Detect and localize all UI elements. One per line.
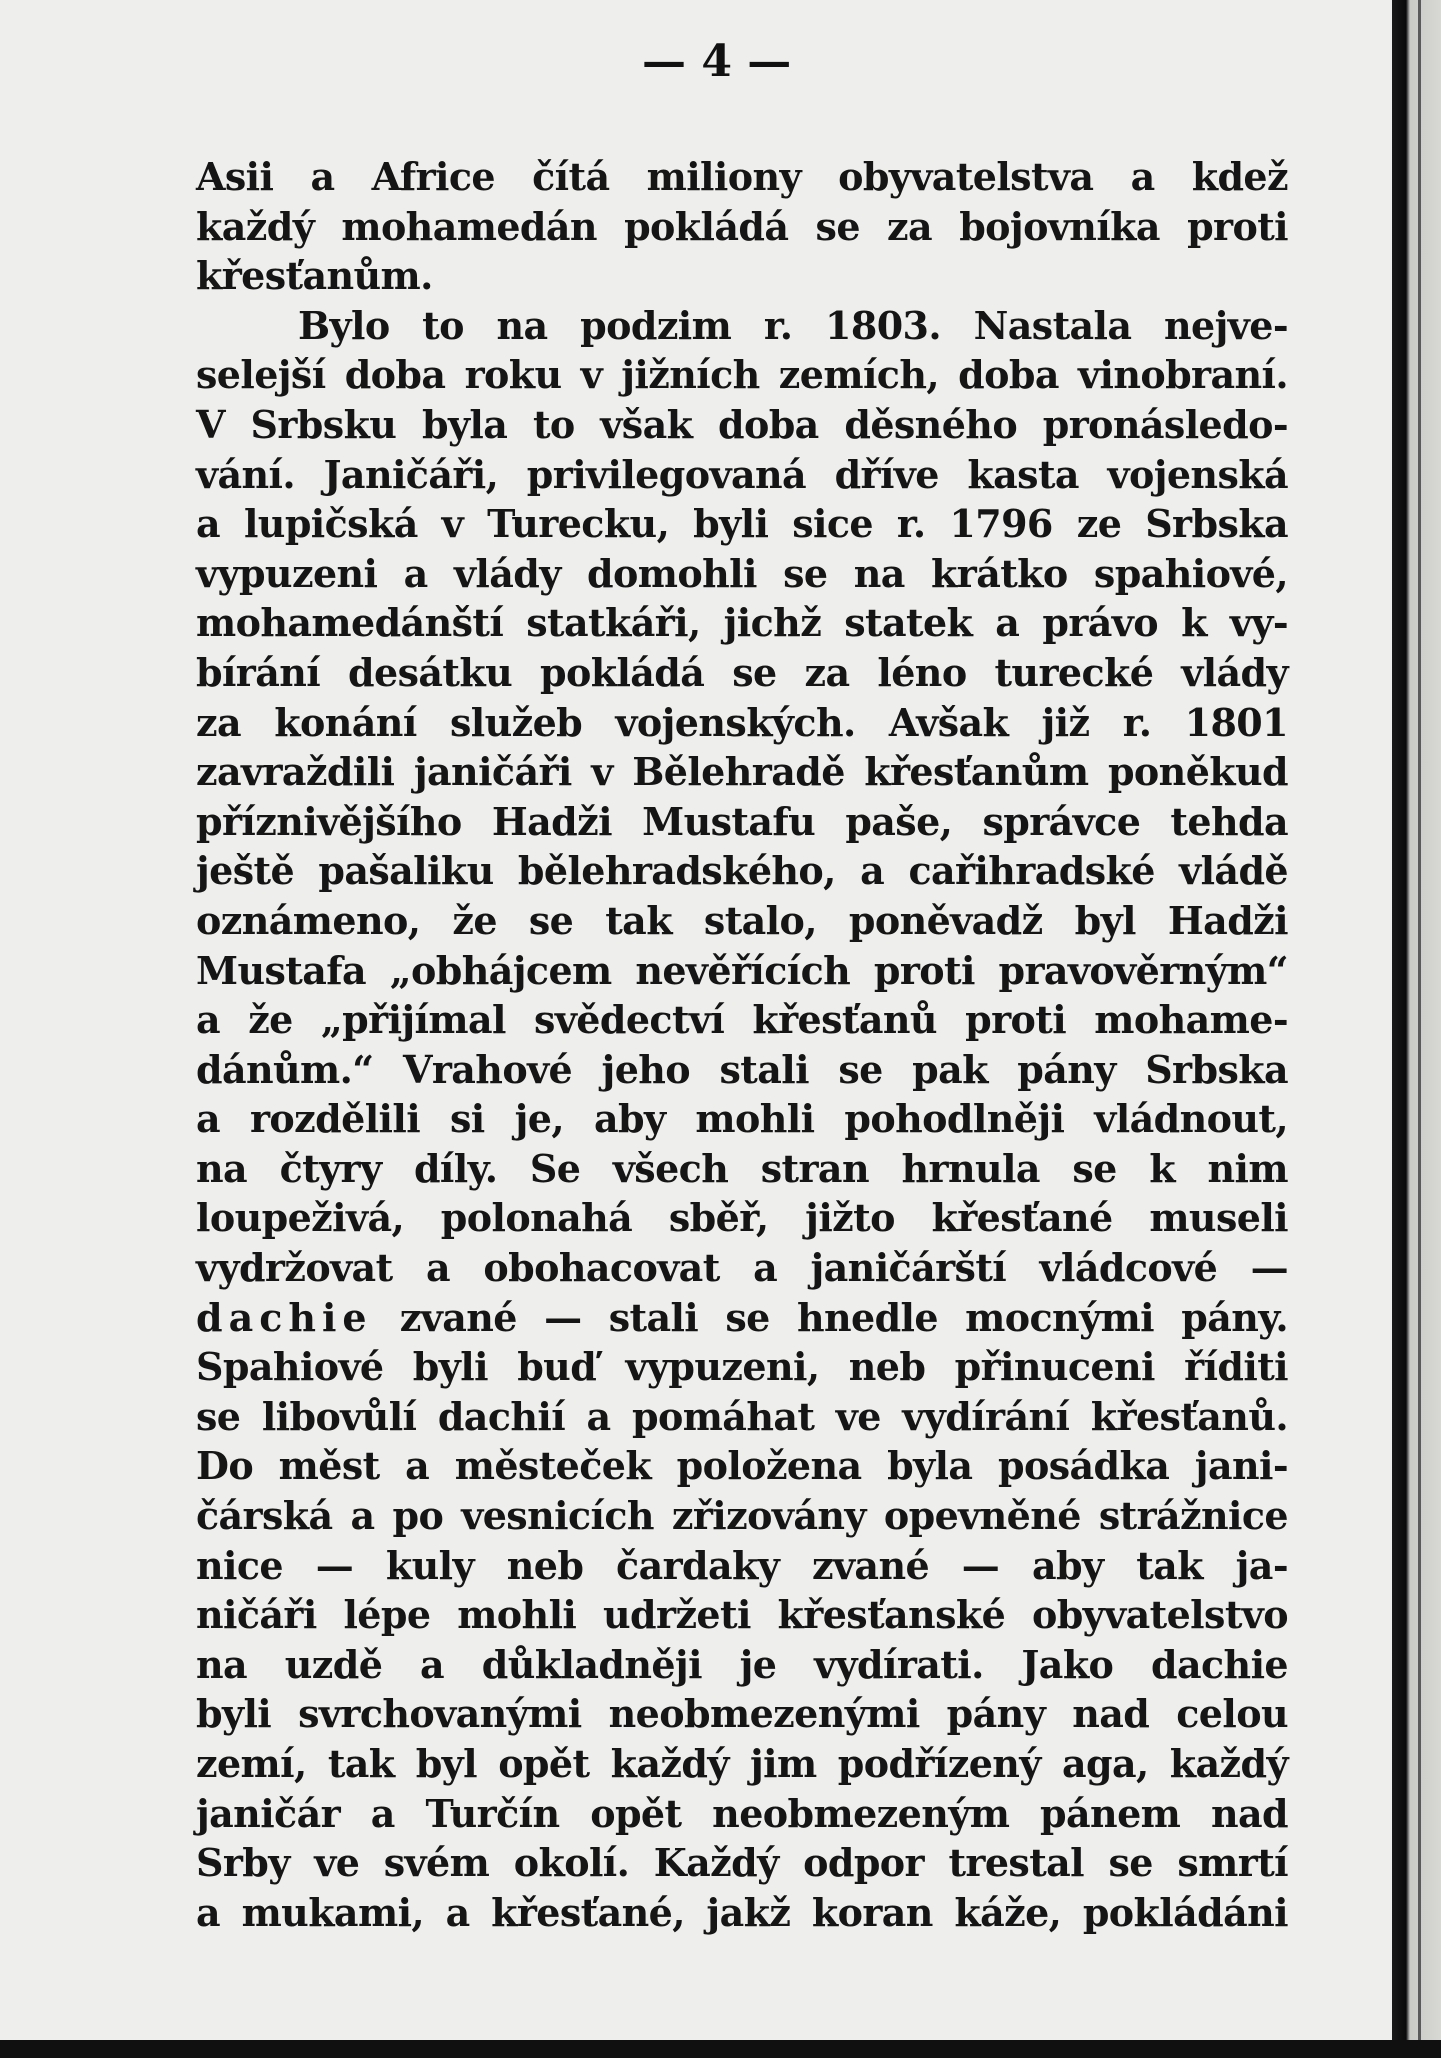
text-line: Spahiové byli buď vypuzeni, neb přinuceni říditi xyxy=(196,1344,1288,1390)
text-line: a že „přijímal svědectví křesťanů proti mohame- xyxy=(196,997,1288,1043)
text-line: Do měst a městeček položena byla posádka jani- xyxy=(196,1443,1288,1489)
text-line: se libovůlí dachií a pomáhat ve vydírání křesťanů. xyxy=(196,1393,1288,1439)
text-line: na uzdě a důkladněji je vydírati. Jako dachie xyxy=(196,1641,1288,1687)
text-line: a lupičská v Turecku, byli sice r. 1796 ze Srbska xyxy=(196,501,1288,547)
text-line: Srby ve svém okolí. Každý odpor trestal se smrtí xyxy=(196,1840,1288,1886)
text-line: bírání desátku pokládá se za léno turecké vlády xyxy=(196,649,1288,695)
text-line: vydržovat a obohacovat a janičárští vládcové — xyxy=(196,1245,1288,1291)
text-line: na čtyry díly. Se všech stran hrnula se k nim xyxy=(196,1145,1288,1191)
spaced-word: dachie xyxy=(196,1294,373,1340)
text-line: mohamedánští statkáři, jichž statek a právo k vy- xyxy=(196,600,1288,646)
text-line: a rozdělili si je, aby mohli pohodlněji vládnout, xyxy=(196,1096,1288,1142)
text-line: Asii a Africe čítá miliony obyvatelstva a kdež xyxy=(196,154,1288,199)
text-line: janičár a Turčín opět neobmezeným pánem nad xyxy=(196,1790,1288,1836)
text-line: křesťanům. xyxy=(196,253,433,299)
page-edge xyxy=(1392,0,1441,2058)
page-edge-shadow xyxy=(1418,0,1421,2058)
text-line: ničáři lépe mohli udržeti křesťanské obyvatelstvo xyxy=(196,1592,1288,1638)
text-line: selejší doba roku v jižních zemích, doba vinobraní. xyxy=(196,352,1288,398)
text-line: nice — kuly neb čardaky zvané — aby tak ja- xyxy=(196,1542,1288,1588)
text-line: čárská a po vesnicích zřizovány opevněné strážnice xyxy=(196,1493,1288,1539)
text-line: dánům.“ Vrahové jeho stali se pak pány Srbska xyxy=(196,1046,1288,1092)
body-text xyxy=(196,152,1288,1937)
text-line: zemí, tak byl opět každý jim podřízený aga, každý xyxy=(196,1741,1288,1786)
text-line-rest: zvané — stali se hnedle mocnými pány. xyxy=(399,1294,1288,1340)
text-line: Mustafa „obhájcem nevěřících proti pravověrným“ xyxy=(196,947,1288,993)
text-line: loupeživá, polonahá sběř, jižto křesťané museli xyxy=(196,1195,1288,1241)
text-line: příznivějšího Hadži Mustafu paše, správce tehda xyxy=(196,798,1288,844)
text-line: V Srbsku byla to však doba děsného pronásledo- xyxy=(196,401,1288,447)
text-line: vypuzeni a vlády domohli se na krátko spahiové, xyxy=(196,550,1288,596)
text-line: a mukami, a křesťané, jakž koran káže, pokládáni xyxy=(196,1889,1288,1935)
bottom-shadow xyxy=(0,2040,1441,2058)
text-line: každý mohamedán pokládá se za bojovníka proti xyxy=(196,203,1288,249)
text-line-with-spaced-word xyxy=(196,1293,1288,1343)
text-line: oznámeno, že se tak stalo, poněvadž byl Hadži xyxy=(196,897,1288,943)
text-line: vání. Janičáři, privilegovaná dříve kasta vojenská xyxy=(196,451,1288,497)
text-line: byli svrchovanými neobmezenými pány nad celou xyxy=(196,1691,1288,1737)
text-line: za konání služeb vojenských. Avšak již r. 1801 xyxy=(196,699,1288,745)
page-number: — 4 — xyxy=(642,36,792,87)
text-line: zavraždili janičáři v Bělehradě křesťanům poněkud xyxy=(196,749,1288,795)
text-line: Bylo to na podzim r. 1803. Nastala nejve- xyxy=(298,302,1288,348)
text-line: ještě pašaliku bělehradského, a cařihradské vládě xyxy=(196,848,1288,894)
